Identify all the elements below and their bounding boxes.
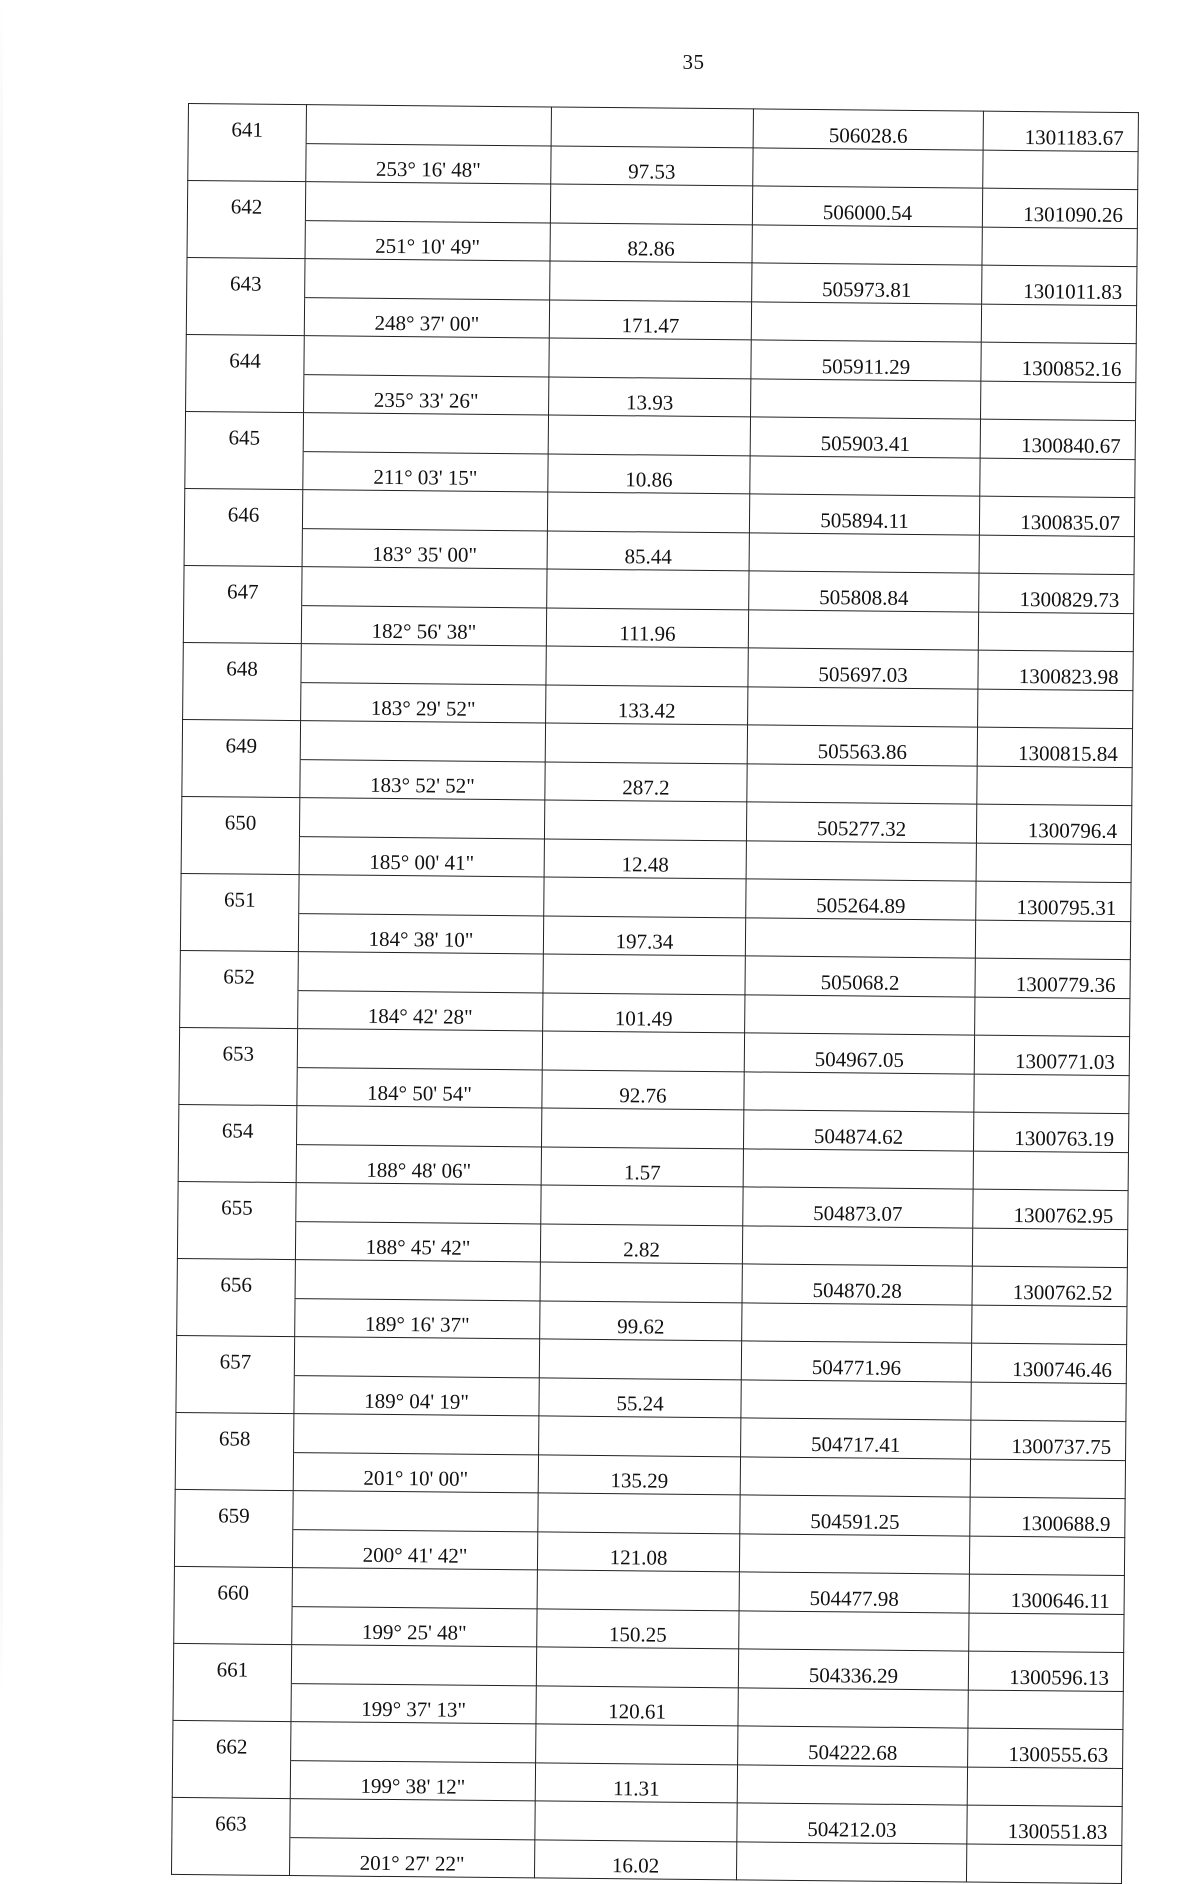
bearing-cell-empty — [305, 182, 550, 223]
distance-cell: 120.61 — [536, 1685, 738, 1725]
distance-cell: 12.48 — [544, 838, 746, 878]
northing-cell: 504870.28 — [742, 1264, 972, 1305]
point-id-cell-empty — [175, 1451, 293, 1491]
distance-cell: 111.96 — [546, 607, 748, 647]
distance-cell-empty — [545, 723, 747, 763]
bearing-cell: 253° 16' 48" — [306, 143, 551, 184]
distance-cell: 85.44 — [547, 530, 749, 570]
point-id-cell-empty — [179, 1066, 297, 1106]
bearing-cell: 235° 33' 26" — [304, 374, 549, 415]
northing-cell-empty — [742, 1302, 972, 1343]
distance-cell-empty — [551, 107, 753, 147]
bearing-cell: 188° 45' 42" — [295, 1221, 540, 1262]
easting-cell-empty — [979, 535, 1134, 575]
bearing-cell: 189° 04' 19" — [294, 1375, 539, 1416]
distance-cell-empty — [541, 1185, 743, 1225]
bearing-cell: 199° 38' 12" — [290, 1760, 535, 1801]
easting-cell-empty — [980, 458, 1135, 498]
bearing-cell-empty — [295, 1260, 540, 1301]
distance-cell-empty — [536, 1724, 738, 1764]
page-number: 35 — [682, 50, 705, 74]
northing-cell-empty — [744, 1071, 974, 1112]
distance-cell-empty — [539, 1339, 741, 1379]
distance-cell-empty — [542, 1031, 744, 1071]
distance-cell-empty — [547, 569, 749, 609]
distance-cell-empty — [546, 646, 748, 686]
northing-cell-empty — [737, 1764, 967, 1805]
distance-cell: 2.82 — [540, 1223, 742, 1263]
bearing-cell: 184° 38' 10" — [298, 913, 543, 954]
point-id-cell: 662 — [173, 1720, 291, 1760]
easting-cell-empty — [973, 1151, 1128, 1191]
point-id-cell: 651 — [181, 873, 299, 913]
easting-cell: 1300737.75 — [971, 1420, 1126, 1460]
distance-cell-empty — [535, 1801, 737, 1841]
distance-cell: 10.86 — [548, 453, 750, 493]
distance-cell-empty — [538, 1493, 740, 1533]
easting-cell: 1300688.9 — [970, 1497, 1125, 1537]
easting-cell: 1300596.13 — [968, 1651, 1123, 1691]
distance-cell: 135.29 — [538, 1454, 740, 1494]
point-id-cell-empty — [174, 1528, 292, 1568]
bearing-cell-empty — [301, 644, 546, 685]
northing-cell-empty — [743, 1148, 973, 1189]
coordinate-table-wrapper — [171, 103, 1139, 1884]
point-id-cell-empty — [182, 758, 300, 798]
distance-cell: 97.53 — [551, 145, 753, 185]
point-id-cell-empty — [176, 1374, 294, 1414]
bearing-cell: 251° 10' 49" — [305, 220, 550, 261]
point-id-cell-empty — [185, 450, 303, 490]
point-id-cell: 653 — [179, 1027, 297, 1067]
northing-cell-empty — [747, 763, 977, 804]
easting-cell-empty — [966, 1844, 1121, 1884]
point-id-cell: 643 — [187, 257, 305, 297]
point-id-cell-empty — [184, 527, 302, 567]
point-id-cell: 642 — [187, 181, 305, 221]
northing-cell: 504477.98 — [739, 1572, 969, 1613]
point-id-cell-empty — [188, 142, 306, 182]
northing-cell-empty — [739, 1610, 969, 1651]
easting-cell-empty — [969, 1613, 1124, 1653]
northing-cell: 504967.05 — [744, 1033, 974, 1074]
bearing-cell-empty — [302, 567, 547, 608]
bearing-cell: 189° 16' 37" — [295, 1298, 540, 1339]
distance-cell-empty — [547, 492, 749, 532]
easting-cell: 1300762.52 — [972, 1266, 1127, 1306]
easting-cell: 1301090.26 — [982, 188, 1137, 228]
northing-cell: 505911.29 — [751, 340, 981, 381]
northing-cell-empty — [752, 224, 982, 265]
easting-cell: 1301011.83 — [982, 265, 1137, 305]
segment-row — [171, 1836, 1121, 1884]
scan-edge-shadow — [0, 0, 3, 1697]
bearing-cell: 201° 27' 22" — [289, 1837, 534, 1878]
point-id-cell-empty — [181, 835, 299, 875]
easting-cell: 1300795.31 — [976, 881, 1131, 921]
bearing-cell: 199° 37' 13" — [291, 1683, 536, 1724]
point-id-cell: 646 — [184, 488, 302, 528]
bearing-cell-empty — [297, 1106, 542, 1147]
bearing-cell-empty — [293, 1491, 538, 1532]
point-id-cell: 659 — [175, 1489, 293, 1529]
point-id-cell-empty — [174, 1605, 292, 1645]
bearing-cell-empty — [304, 336, 549, 377]
point-id-cell: 652 — [180, 950, 298, 990]
distance-cell: 92.76 — [542, 1069, 744, 1109]
point-id-cell-empty — [183, 604, 301, 644]
bearing-cell-empty — [305, 259, 550, 300]
distance-cell: 1.57 — [541, 1146, 743, 1186]
easting-cell: 1300555.63 — [968, 1728, 1123, 1768]
northing-cell: 504212.03 — [737, 1803, 967, 1844]
bearing-cell: 184° 50' 54" — [297, 1067, 542, 1108]
easting-cell-empty — [967, 1767, 1122, 1807]
bearing-cell: 199° 25' 48" — [292, 1606, 537, 1647]
easting-cell: 1300763.19 — [973, 1112, 1128, 1152]
point-id-cell-empty — [171, 1836, 289, 1876]
distance-cell: 13.93 — [549, 376, 751, 416]
northing-cell: 506000.54 — [752, 186, 982, 227]
bearing-cell-empty — [290, 1799, 535, 1840]
point-id-cell-empty — [177, 1297, 295, 1337]
easting-cell: 1301183.67 — [983, 111, 1138, 151]
easting-cell-empty — [970, 1459, 1125, 1499]
point-id-cell-empty — [180, 989, 298, 1029]
northing-cell-empty — [736, 1841, 966, 1882]
northing-cell-empty — [751, 301, 981, 342]
distance-cell: 121.08 — [537, 1531, 739, 1571]
northing-cell-empty — [749, 532, 979, 573]
point-id-cell-empty — [186, 373, 304, 413]
bearing-cell: 183° 52' 52" — [300, 759, 545, 800]
point-id-cell-empty — [187, 219, 305, 259]
northing-cell: 504874.62 — [743, 1110, 973, 1151]
point-id-cell: 657 — [176, 1335, 294, 1375]
northing-cell-empty — [740, 1456, 970, 1497]
distance-cell-empty — [544, 800, 746, 840]
distance-cell: 150.25 — [537, 1608, 739, 1648]
bearing-cell: 182° 56' 38" — [301, 605, 546, 646]
bearing-cell: 185° 00' 41" — [299, 836, 544, 877]
point-id-cell: 661 — [173, 1643, 291, 1683]
northing-cell: 504873.07 — [743, 1187, 973, 1228]
easting-cell: 1300779.36 — [975, 958, 1130, 998]
northing-cell-empty — [738, 1687, 968, 1728]
distance-cell: 99.62 — [540, 1300, 742, 1340]
bearing-cell-empty — [299, 875, 544, 916]
distance-cell-empty — [536, 1647, 738, 1687]
northing-cell-empty — [751, 378, 981, 419]
northing-cell-empty — [746, 840, 976, 881]
bearing-cell: 183° 29' 52" — [301, 682, 546, 723]
northing-cell: 504771.96 — [741, 1341, 971, 1382]
point-id-cell: 645 — [185, 411, 303, 451]
easting-cell-empty — [976, 843, 1131, 883]
easting-cell-empty — [977, 766, 1132, 806]
northing-cell: 506028.6 — [753, 109, 983, 150]
northing-cell: 504591.25 — [740, 1495, 970, 1536]
distance-cell-empty — [537, 1570, 739, 1610]
point-id-cell-empty — [186, 296, 304, 336]
distance-cell-empty — [548, 415, 750, 455]
distance-cell: 287.2 — [545, 761, 747, 801]
bearing-cell-empty — [300, 721, 545, 762]
distance-cell-empty — [539, 1416, 741, 1456]
northing-cell: 505264.89 — [746, 879, 976, 920]
point-id-cell: 644 — [186, 334, 304, 374]
distance-cell: 197.34 — [543, 915, 745, 955]
bearing-cell-empty — [306, 105, 551, 146]
coordinate-table-body — [171, 104, 1138, 1884]
easting-cell-empty — [983, 150, 1138, 190]
easting-cell: 1300823.98 — [978, 650, 1133, 690]
point-id-cell: 656 — [177, 1258, 295, 1298]
distance-cell-empty — [542, 1108, 744, 1148]
northing-cell: 505894.11 — [749, 494, 979, 535]
northing-cell: 505563.86 — [747, 725, 977, 766]
distance-cell: 82.86 — [550, 222, 752, 262]
easting-cell-empty — [969, 1536, 1124, 1576]
easting-cell: 1300771.03 — [974, 1035, 1129, 1075]
easting-cell-empty — [978, 612, 1133, 652]
northing-cell: 504336.29 — [738, 1649, 968, 1690]
easting-cell-empty — [968, 1690, 1123, 1730]
bearing-cell-empty — [291, 1722, 536, 1763]
point-id-cell-empty — [183, 681, 301, 721]
northing-cell: 505903.41 — [750, 417, 980, 458]
bearing-cell-empty — [294, 1337, 539, 1378]
distance-cell: 171.47 — [549, 299, 751, 339]
distance-cell-empty — [550, 261, 752, 301]
easting-cell-empty — [971, 1382, 1126, 1422]
easting-cell-empty — [981, 304, 1136, 344]
bearing-cell: 188° 48' 06" — [296, 1144, 541, 1185]
distance-cell: 133.42 — [546, 684, 748, 724]
northing-cell-empty — [739, 1533, 969, 1574]
easting-cell-empty — [982, 227, 1137, 267]
bearing-cell-empty — [299, 798, 544, 839]
bearing-cell: 248° 37' 00" — [304, 297, 549, 338]
easting-cell: 1300551.83 — [967, 1805, 1122, 1845]
point-id-cell: 650 — [181, 796, 299, 836]
point-id-cell-empty — [178, 1143, 296, 1183]
point-id-cell: 647 — [184, 565, 302, 605]
bearing-cell: 184° 42' 28" — [298, 990, 543, 1031]
bearing-cell-empty — [294, 1414, 539, 1455]
distance-cell: 16.02 — [534, 1839, 736, 1879]
northing-cell-empty — [753, 147, 983, 188]
easting-cell-empty — [981, 381, 1136, 421]
northing-cell: 505697.03 — [748, 648, 978, 689]
coordinate-table — [171, 103, 1139, 1884]
easting-cell: 1300746.46 — [971, 1343, 1126, 1383]
easting-cell-empty — [972, 1305, 1127, 1345]
point-id-cell: 658 — [176, 1412, 294, 1452]
northing-cell: 505277.32 — [746, 802, 976, 843]
point-id-cell: 641 — [188, 104, 306, 144]
easting-cell: 1300829.73 — [979, 573, 1134, 613]
bearing-cell-empty — [291, 1645, 536, 1686]
easting-cell: 1300840.67 — [980, 419, 1135, 459]
point-id-cell: 648 — [183, 642, 301, 682]
northing-cell-empty — [742, 1225, 972, 1266]
bearing-cell: 211° 03' 15" — [303, 451, 548, 492]
northing-cell-empty — [748, 609, 978, 650]
northing-cell: 505973.81 — [752, 263, 982, 304]
point-id-cell: 660 — [174, 1566, 292, 1606]
point-id-cell-empty — [173, 1682, 291, 1722]
easting-cell-empty — [975, 920, 1130, 960]
point-id-cell: 663 — [172, 1797, 290, 1837]
northing-cell-empty — [741, 1379, 971, 1420]
distance-cell: 101.49 — [543, 992, 745, 1032]
easting-cell: 1300762.95 — [973, 1189, 1128, 1229]
bearing-cell-empty — [296, 1183, 541, 1224]
northing-cell: 505068.2 — [745, 956, 975, 997]
distance-cell-empty — [549, 338, 751, 378]
northing-cell: 505808.84 — [749, 571, 979, 612]
northing-cell: 504222.68 — [738, 1726, 968, 1767]
distance-cell: 11.31 — [535, 1762, 737, 1802]
distance-cell-empty — [543, 954, 745, 994]
bearing-cell: 183° 35' 00" — [302, 528, 547, 569]
northing-cell-empty — [745, 917, 975, 958]
easting-cell-empty — [972, 1228, 1127, 1268]
easting-cell: 1300796.4 — [976, 804, 1131, 844]
bearing-cell-empty — [303, 413, 548, 454]
northing-cell-empty — [748, 686, 978, 727]
northing-cell-empty — [750, 455, 980, 496]
point-id-cell: 649 — [182, 719, 300, 759]
easting-cell: 1300852.16 — [981, 342, 1136, 382]
point-id-cell: 655 — [178, 1181, 296, 1221]
easting-cell-empty — [974, 1074, 1129, 1114]
bearing-cell-empty — [292, 1568, 537, 1609]
easting-cell-empty — [978, 689, 1133, 729]
point-id-cell-empty — [177, 1220, 295, 1260]
distance-cell: 55.24 — [539, 1377, 741, 1417]
easting-cell: 1300646.11 — [969, 1574, 1124, 1614]
easting-cell-empty — [975, 997, 1130, 1037]
easting-cell: 1300835.07 — [979, 496, 1134, 536]
easting-cell: 1300815.84 — [977, 727, 1132, 767]
bearing-cell: 200° 41' 42" — [292, 1529, 537, 1570]
bearing-cell: 201° 10' 00" — [293, 1452, 538, 1493]
northing-cell-empty — [745, 994, 975, 1035]
distance-cell-empty — [544, 877, 746, 917]
point-id-cell-empty — [172, 1759, 290, 1799]
point-id-cell-empty — [180, 912, 298, 952]
bearing-cell-empty — [298, 952, 543, 993]
northing-cell: 504717.41 — [741, 1418, 971, 1459]
bearing-cell-empty — [302, 490, 547, 531]
bearing-cell-empty — [297, 1029, 542, 1070]
distance-cell-empty — [540, 1262, 742, 1302]
distance-cell-empty — [550, 184, 752, 224]
point-id-cell: 654 — [179, 1104, 297, 1144]
